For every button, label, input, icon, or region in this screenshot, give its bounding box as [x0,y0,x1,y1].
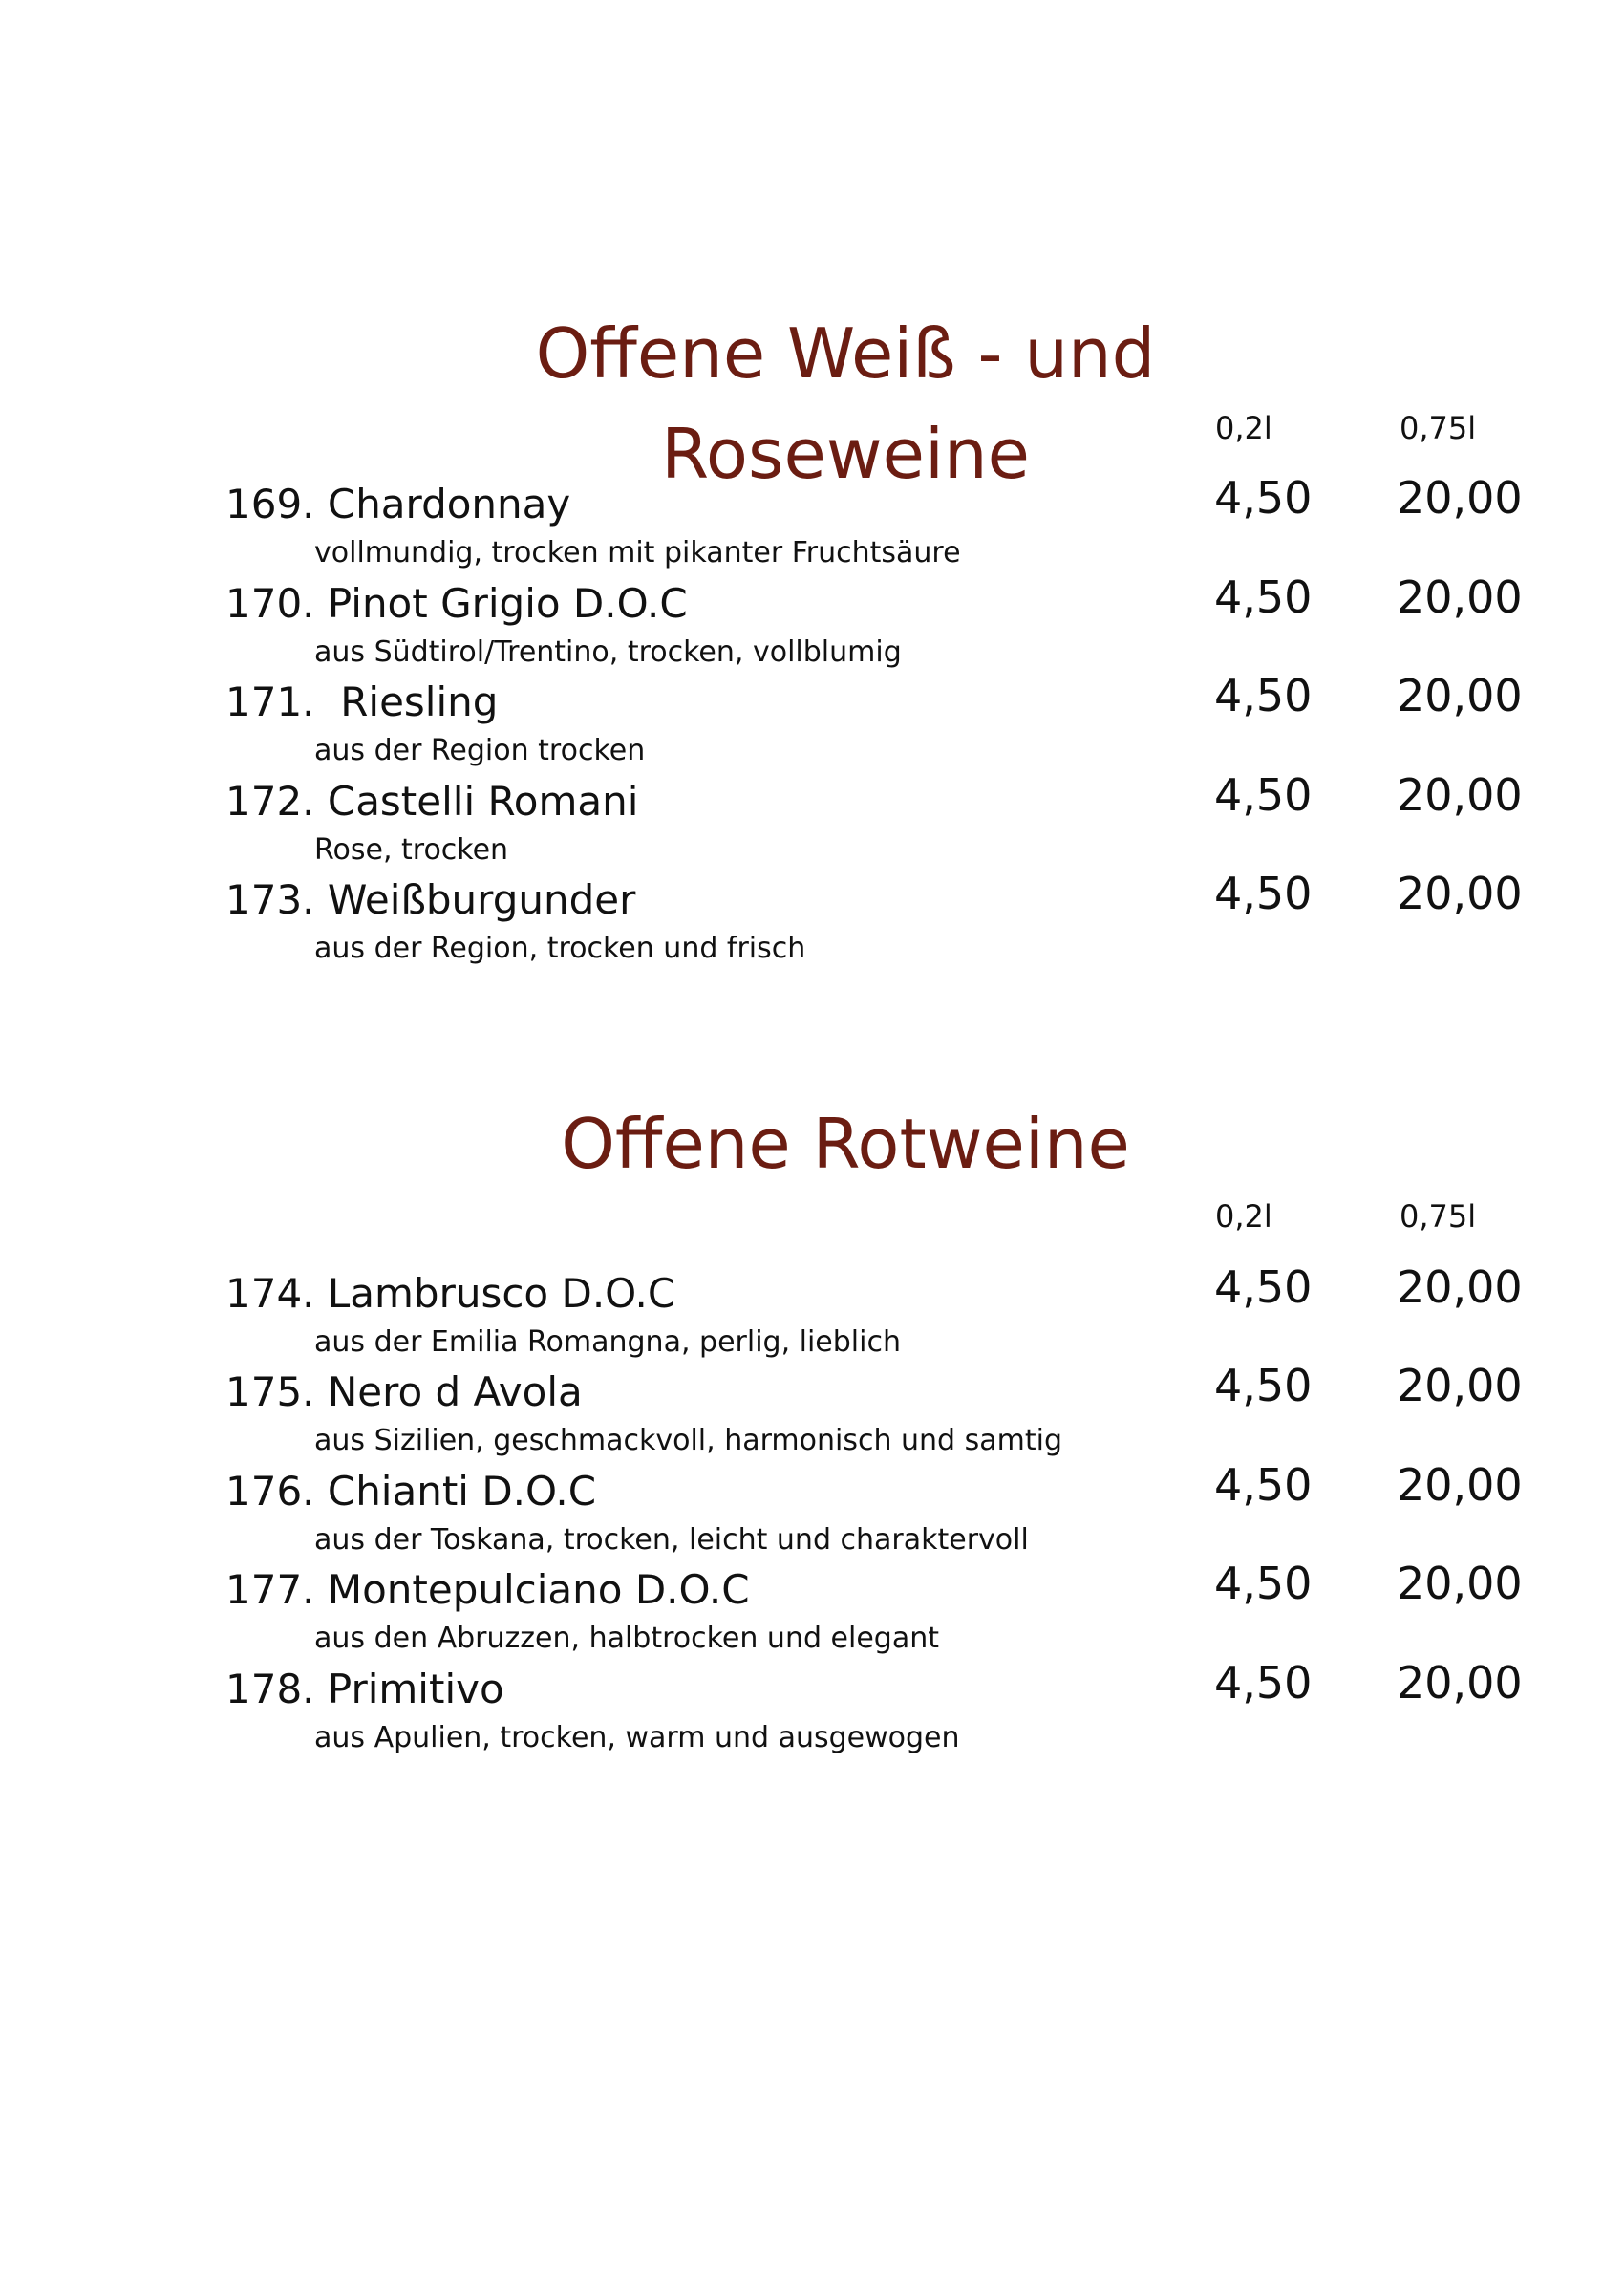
section-title-red [0,1094,1624,1194]
wine-description: aus Südtirol/Trentino, trocken, vollblumig [314,635,902,669]
price-bottle: 20,00 [1397,769,1523,821]
wine-description: aus der Region trocken [314,734,646,767]
wine-description: aus der Emilia Romangna, perlig, lieblich [314,1325,901,1359]
size-header-small: 0,2l [1215,1198,1272,1235]
price-bottle: 20,00 [1397,1261,1523,1313]
wine-item [225,1459,1525,1567]
wine-item [225,670,1525,778]
wine-item [225,472,1525,580]
price-bottle: 20,00 [1397,1558,1523,1609]
wine-description: aus den Abruzzen, halbtrocken und elegant [314,1622,939,1655]
size-header-large: 0,75l [1400,1198,1477,1235]
price-small-glass: 4,50 [1214,1360,1313,1411]
wine-item [225,1558,1525,1666]
price-small-glass: 4,50 [1214,1657,1313,1709]
price-bottle: 20,00 [1397,571,1523,623]
wine-item [225,868,1525,976]
wine-name: 173. Weißburgunder [225,876,636,923]
price-small-glass: 4,50 [1214,571,1313,623]
wine-description: Rose, trocken [314,833,509,867]
price-small-glass: 4,50 [1214,1558,1313,1609]
wine-name: 172. Castelli Romani [225,778,639,825]
wine-name: 175. Nero d Avola [225,1368,583,1415]
wine-description: aus der Region, trocken und frisch [314,932,806,965]
wine-name: 176. Chianti D.O.C [225,1468,597,1515]
price-bottle: 20,00 [1397,670,1523,721]
price-small-glass: 4,50 [1214,670,1313,721]
size-header-large: 0,75l [1400,410,1477,446]
price-small-glass: 4,50 [1214,472,1313,524]
wine-description: aus Sizilien, geschmackvoll, harmonisch und samtig [314,1424,1062,1457]
wine-description: vollmundig, trocken mit pikanter Fruchtsäure [314,536,961,570]
wine-name: 178. Primitivo [225,1666,504,1712]
price-small-glass: 4,50 [1214,1261,1313,1313]
price-bottle: 20,00 [1397,1360,1523,1411]
wine-name: 177. Montepulciano D.O.C [225,1566,750,1613]
wine-item [225,571,1525,679]
wine-item [225,769,1525,877]
section-title-white-rose [0,304,1624,505]
wine-item [225,1657,1525,1765]
section-title-line: Roseweine [661,414,1030,494]
wine-description: aus Apulien, trocken, warm und ausgewogen [314,1721,960,1754]
price-small-glass: 4,50 [1214,1459,1313,1511]
price-small-glass: 4,50 [1214,868,1313,919]
price-bottle: 20,00 [1397,1657,1523,1709]
price-bottle: 20,00 [1397,1459,1523,1511]
price-small-glass: 4,50 [1214,769,1313,821]
wine-name: 169. Chardonnay [225,481,571,527]
section-title-line: Offene Rotweine [561,1104,1130,1184]
wine-item [225,1261,1525,1369]
wine-name: 171. Riesling [225,678,499,725]
price-bottle: 20,00 [1397,472,1523,524]
price-bottle: 20,00 [1397,868,1523,919]
wine-name: 170. Pinot Grigio D.O.C [225,580,688,627]
size-header-small: 0,2l [1215,410,1272,446]
wine-name: 174. Lambrusco D.O.C [225,1270,676,1317]
section-title-line: Offene Weiß - und [535,313,1156,394]
wine-description: aus der Toskana, trocken, leicht und charaktervoll [314,1523,1029,1557]
wine-item [225,1360,1525,1468]
